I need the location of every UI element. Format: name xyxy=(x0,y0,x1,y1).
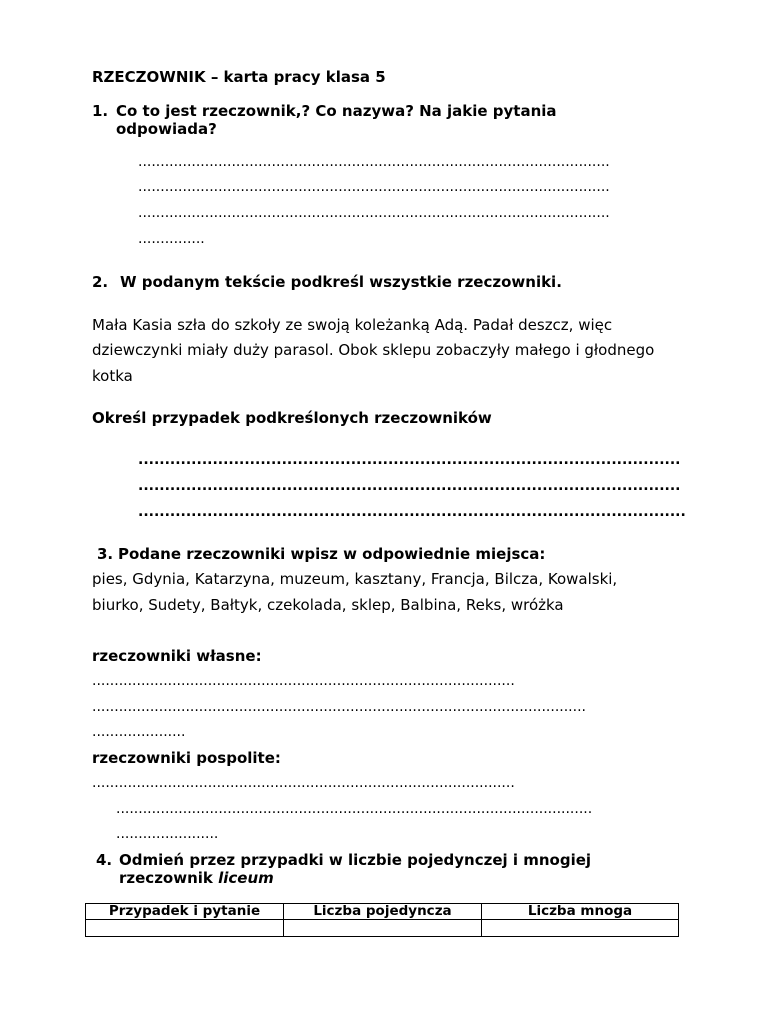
table-cell-case[interactable] xyxy=(86,920,284,937)
column-header-singular: Liczba pojedyncza xyxy=(284,904,482,920)
q2-text-line: dziewczynki miały duży parasol. Obok sklepu zobaczyły małego i głodnego xyxy=(92,341,655,359)
column-header-case: Przypadek i pytanie xyxy=(86,904,284,920)
q1-answer-line[interactable]: .......................................................................................................... xyxy=(138,179,610,195)
q1-answer-line[interactable]: ............... xyxy=(138,231,205,247)
q3-proper-line[interactable]: ............................................................................................... xyxy=(92,673,515,689)
table-header-row xyxy=(86,904,679,920)
q1-number: 1. xyxy=(92,102,109,120)
q3-common-label: rzeczowniki pospolite: xyxy=(92,749,281,767)
q4-instruction-line1: Odmień przez przypadki w liczbie pojedynczej i mnogiej xyxy=(119,851,592,869)
q3-proper-label: rzeczowniki własne: xyxy=(92,647,262,665)
q1-question-line2: odpowiada? xyxy=(116,120,217,138)
q4-target-word: liceum xyxy=(218,869,274,887)
q3-proper-line[interactable]: ..................... xyxy=(92,724,186,740)
q2-instruction: W podanym tekście podkreśl wszystkie rzeczowniki. xyxy=(120,273,562,291)
column-header-plural: Liczba mnoga xyxy=(482,904,679,920)
table-row xyxy=(86,920,679,937)
q3-words-line: pies, Gdynia, Katarzyna, muzeum, kasztany, Francja, Bilcza, Kowalski, xyxy=(92,570,618,588)
q2-answer-line[interactable]: ...................................................................................................... xyxy=(138,478,681,494)
q3-words-line: biurko, Sudety, Bałtyk, czekolada, sklep, Balbina, Reks, wróżka xyxy=(92,596,564,614)
page-title: RZECZOWNIK – karta pracy klasa 5 xyxy=(92,68,386,86)
q1-answer-line[interactable]: .......................................................................................................... xyxy=(138,205,610,221)
q2-subtask: Określ przypadek podkreślonych rzeczowników xyxy=(92,409,492,427)
declension-table xyxy=(85,903,679,937)
q2-answer-line[interactable]: ....................................................................................................... xyxy=(138,504,686,520)
q3-common-line[interactable]: ........................................................................................................... xyxy=(116,801,593,817)
table-cell-singular[interactable] xyxy=(284,920,482,937)
q2-answer-line[interactable]: ...................................................................................................... xyxy=(138,452,681,468)
q4-instruction-prefix: rzeczownik xyxy=(119,869,213,887)
q2-number: 2. xyxy=(92,273,109,291)
q3-common-line[interactable]: ....................... xyxy=(116,826,219,842)
q4-number: 4. xyxy=(96,851,113,869)
q3-common-line[interactable]: ............................................................................................... xyxy=(92,775,515,791)
q1-answer-line[interactable]: .......................................................................................................... xyxy=(138,154,610,170)
q3-instruction: Podane rzeczowniki wpisz w odpowiednie miejsca: xyxy=(118,545,546,563)
q3-proper-line[interactable]: ............................................................................................................... xyxy=(92,699,586,715)
table-cell-plural[interactable] xyxy=(482,920,679,937)
q4-instruction-line2 xyxy=(119,869,274,887)
q2-text-line: kotka xyxy=(92,367,133,385)
q1-question-line1: Co to jest rzeczownik,? Co nazywa? Na jakie pytania xyxy=(116,102,557,120)
q2-text-line: Mała Kasia szła do szkoły ze swoją koleżanką Adą. Padał deszcz, więc xyxy=(92,316,613,334)
q3-number: 3. xyxy=(97,545,114,563)
